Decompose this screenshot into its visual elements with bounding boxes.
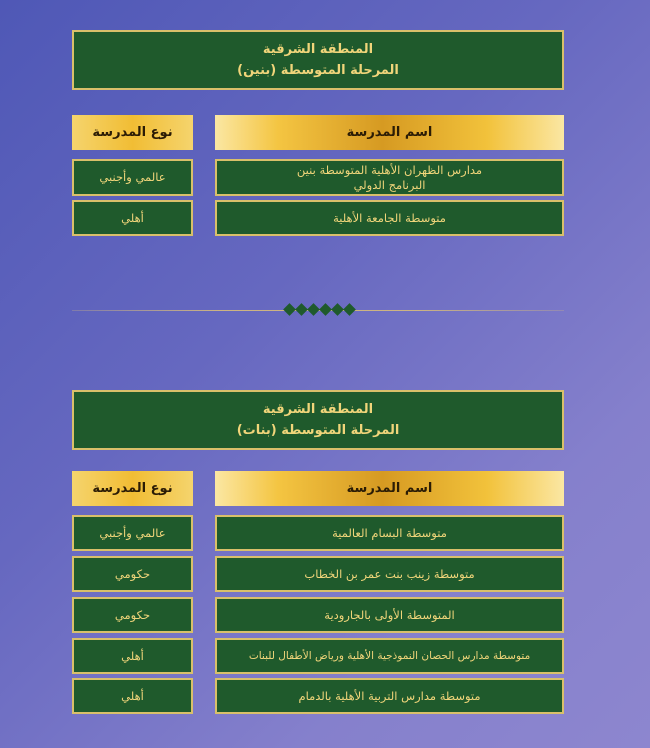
table-row-name: المتوسطة الأولى بالجارودية xyxy=(215,597,564,633)
table-row-type: أهلي xyxy=(72,678,193,714)
section-2-header xyxy=(72,390,564,450)
school-name-header: اسم المدرسة xyxy=(215,115,564,150)
table-row-name: متوسطة البسام العالمية xyxy=(215,515,564,551)
table-row-name: متوسطة مدارس الحصان النموذجية الأهلية ورياض الأطفال للبنات xyxy=(215,638,564,674)
region-title: المنطقة الشرقية xyxy=(262,402,374,417)
table-row-type: حكومي xyxy=(72,597,193,633)
section-1-header xyxy=(72,30,564,90)
diamond-dots-icon xyxy=(284,304,355,316)
table-row-name: مدارس الظهران الأهلية المتوسطة بنين البرنامج الدولي xyxy=(215,159,564,196)
region-title: المنطقة الشرقية xyxy=(262,42,374,57)
school-type-header: نوع المدرسة xyxy=(72,115,193,150)
table-row-type: عالمي وأجنبي xyxy=(72,159,193,196)
table-row-type: حكومي xyxy=(72,556,193,592)
table-row-name: متوسطة الجامعة الأهلية xyxy=(215,200,564,236)
school-type-header: نوع المدرسة xyxy=(72,471,193,506)
table-row-name: متوسطة زينب بنت عمر بن الخطاب xyxy=(215,556,564,592)
table-row-name: متوسطة مدارس التربية الأهلية بالدمام xyxy=(215,678,564,714)
stage-title: المرحلة المتوسطة (بنين) xyxy=(237,63,399,78)
table-row-type: عالمي وأجنبي xyxy=(72,515,193,551)
table-row-type: أهلي xyxy=(72,200,193,236)
table-row-type: أهلي xyxy=(72,638,193,674)
stage-title: المرحلة المتوسطة (بنات) xyxy=(236,423,400,438)
school-name-header: اسم المدرسة xyxy=(215,471,564,506)
